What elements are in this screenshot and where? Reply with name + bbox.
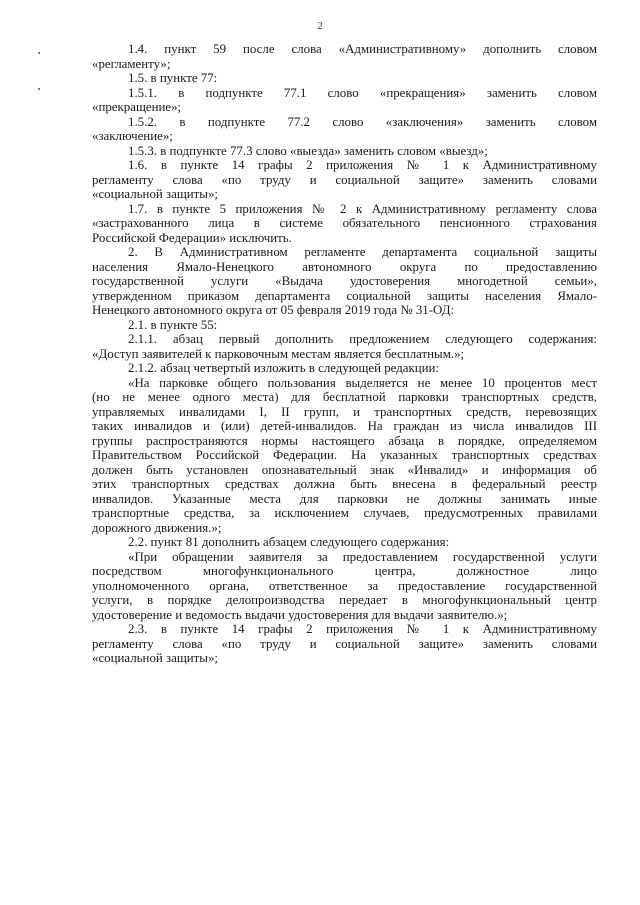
text-line: «застрахованного лица в системе обязательного пенсионного страхования: [92, 216, 597, 230]
paragraph: [92, 376, 597, 536]
text-line: 1.5.1. в подпункте 77.1 слово «прекращения» заменить словом: [128, 85, 597, 100]
text-line: этих транспортных средствах должна быть внесена в федеральный реестр: [92, 477, 597, 491]
text-line: услуги, в порядке делопроизводства передает в многофункциональный центр: [92, 593, 597, 607]
text-line: посредством многофункционального центра, должностное лицо: [92, 564, 597, 578]
text-line: Правительством Российской Федерации. На указанных транспортных средствах: [92, 448, 597, 462]
paragraph: [92, 622, 597, 666]
text-line: дорожного движения.»;: [92, 520, 222, 535]
text-line: 1.6. в пункте 14 графы 2 приложения № 1 к Административному: [128, 158, 597, 172]
text-line: «прекращение»;: [92, 100, 182, 114]
text-line: 2.2. пункт 81 дополнить абзацем следующего содержания:: [128, 535, 450, 549]
paragraph: [92, 535, 597, 550]
text-line: таких инвалидов и (или) детей-инвалидов. На граждан из числа инвалидов III: [92, 419, 597, 433]
paragraph: [92, 71, 597, 86]
paragraph: [92, 158, 597, 202]
text-line: 1.5.2. в подпункте 77.2 слово «заключения» заменить словом: [128, 114, 597, 129]
paragraph: [92, 332, 597, 361]
text-line: «заключение»;: [92, 129, 173, 143]
text-line: 2.1.1. абзац первый дополнить предложением следующего содержания:: [128, 332, 597, 346]
paragraph: [92, 202, 597, 246]
text-line: должен быть установлен опознавательный знак «Инвалид» и информация об: [92, 462, 597, 477]
text-line: утвержденном приказом департамента социальной защиты населения Ямало-: [92, 288, 597, 303]
text-line: 1.5.3. в подпункте 77.3 слово «выезда» заменить словом «выезд»;: [128, 143, 488, 158]
text-line: «регламенту»;: [92, 56, 171, 71]
margin-mark: [38, 52, 40, 54]
text-line: удостоверение и ведомость выдачи удостоверения для выдачи заявителю.»;: [92, 607, 508, 622]
text-line: Ненецкого автономного округа от 05 февраля 2019 года № 31-ОД:: [92, 303, 455, 317]
text-line: «социальной защиты»;: [92, 187, 218, 201]
text-line: регламенту слова «по труду и социальной защите» заменить словами: [92, 172, 597, 187]
paragraph: [92, 42, 597, 71]
text-line: инвалидов. Указанные места для парковки не должны занимать иные: [92, 491, 597, 506]
text-line: государственной услуги «Выдача удостоверения многодетной семьи»,: [92, 274, 597, 288]
text-line: группы распространяются нормы настоящего абзаца в порядке, определяемом: [92, 433, 597, 448]
text-line: управляемых инвалидами I, II групп, и транспортных средств, перевозящих: [92, 404, 597, 419]
text-line: 2.1. в пункте 55:: [128, 317, 218, 332]
text-line: 2. В Административном регламенте департамента социальной защиты: [128, 245, 597, 259]
text-line: регламенту слова «по труду и социальной защите» заменить словами: [92, 636, 597, 651]
margin-mark: [38, 88, 40, 90]
text-line: населения Ямало-Ненецкого автономного округа по предоставлению: [92, 259, 597, 274]
text-line: (но не менее одного места) для бесплатной парковки транспортных средств,: [92, 390, 597, 404]
text-line: «социальной защиты»;: [92, 651, 218, 665]
paragraph: [92, 144, 597, 159]
text-line: Российской Федерации» исключить.: [92, 230, 292, 245]
text-line: транспортные средства, за исключением случаев, предусмотренных правилами: [92, 506, 597, 520]
text-line: 2.1.2. абзац четвертый изложить в следующей редакции:: [128, 361, 440, 375]
text-line: «При обращении заявителя за предоставлением государственной услуги: [128, 549, 597, 564]
paragraph: [92, 86, 597, 115]
text-line: 1.5. в пункте 77:: [128, 71, 218, 85]
text-line: «Доступ заявителей к парковочным местам является бесплатным.»;: [92, 346, 465, 361]
text-line: 1.7. в пункте 5 приложения № 2 к Административному регламенту слова: [128, 201, 597, 216]
paragraph: [92, 361, 597, 376]
paragraph: [92, 550, 597, 623]
page-number: 2: [317, 20, 323, 32]
text-line: уполномоченного органа, ответственное за предоставление государственной: [92, 578, 597, 593]
paragraph: [92, 318, 597, 333]
document-body: [92, 42, 597, 666]
paragraph: [92, 115, 597, 144]
text-line: «На парковке общего пользования выделяется не менее 10 процентов мест: [128, 375, 597, 390]
text-line: 2.3. в пункте 14 графы 2 приложения № 1 к Административному: [128, 622, 597, 636]
paragraph: [92, 245, 597, 318]
text-line: 1.4. пункт 59 после слова «Административному» дополнить словом: [128, 42, 597, 56]
